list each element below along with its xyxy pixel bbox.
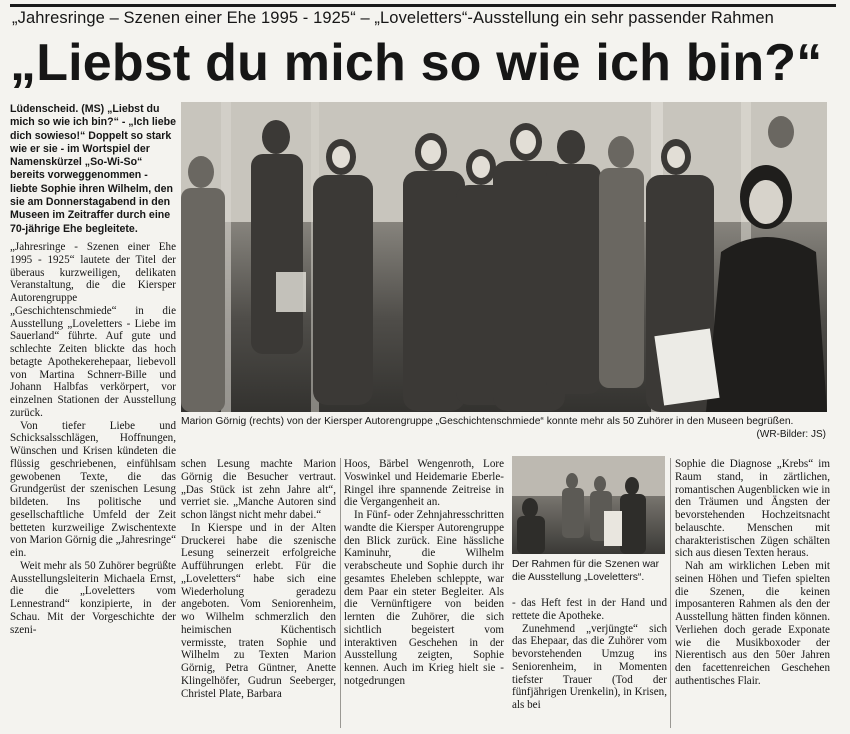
column-1 xyxy=(10,241,176,636)
photo-illustration xyxy=(181,102,827,412)
main-photo xyxy=(181,102,827,412)
photo2-caption: Der Rahmen für die Szenen war die Ausstellung „Loveletters“. xyxy=(512,559,660,583)
paragraph: Sophie die Diagnose „Krebs“ im Raum stand, in zärtlichen, romantischen Augenblicken wie in den Träumen und Ängsten der bevorstehenden Hochzeitsnacht belauschte. Menschen mit charakteristischen Zügen schälten sich aus diesen Texten heraus. xyxy=(675,458,830,560)
column-5 xyxy=(675,458,830,688)
paragraph: Hoos, Bärbel Wengenroth, Lore Voswinkel und Heidemarie Eberle-Ringel ihre spannende Zeitreise in die Vergangenheit an. xyxy=(344,458,504,509)
article-kicker: „Jahresringe – Szenen einer Ehe 1995 - 1925“ – „Loveletters“-Ausstellung ein sehr passender Rahmen xyxy=(12,9,774,27)
paragraph: Nah am wirklichen Leben mit seinen Höhen und Tiefen spielten die Szenen, die keinen imposanteren Rahmen als den der Ausstellung hätten finden können. Verliehen doch gerade Exponate wie die Musikboxoder der Nierentisch aus den 50er Jahren den facettenreichen Geschehen authentisches Flair. xyxy=(675,560,830,687)
paragraph: Zunehmend „verjüngte“ sich das Ehepaar, das die Zuhörer vom bevorstehenden Umzug ins Seniorenheim, in Momenten tiefster Trauer (Tod der fünfjährigen Urenkelin), in Krisen, als bei xyxy=(512,622,667,711)
secondary-photo xyxy=(512,456,665,554)
paragraph: - das Heft fest in der Hand und rettete die Apotheke. xyxy=(512,597,667,622)
photo-credit: (WR-Bilder: JS) xyxy=(756,429,826,440)
paragraph: schen Lesung machte Marion Görnig die Besucher vertraut. „Das Stück ist zehn Jahre alt“, verriet sie. „Manche Autoren sind schon längst nicht mehr dabei.“ xyxy=(181,458,336,521)
paragraph: In Kierspe und in der Alten Druckerei habe die szenische Lesung seinerzeit erfolgreiche Aufführungen erlebt. Für die „Loveletters“ habe sich eine Wiederholung geradezu angeboten. Vom Seniorenheim, wo Wilhelm schmerzlich den heimischen Küchentisch vermisste, traten Sophie und Wilhelm zu Texten Marion Görnig, Petra Güntner, Anette Klingelhöfer, Gudrun Seeberger, Christel Plate, Barbara xyxy=(181,521,336,700)
column-3 xyxy=(344,458,504,688)
photo-caption: Marion Görnig (rechts) von der Kiersper Autorengruppe „Geschichtenschmiede“ konnte mehr als 50 Zuhörer in den Museen begrüßen. xyxy=(181,416,794,427)
paragraph: In Fünf- oder Zehnjahresschritten wandte die Kiersper Autorengruppe den Blick zurück. Eine hässliche Kaminuhr, die Wilhelm verabscheute und Sophie durch ihr gesamtes Eheleben schleppte, war dem Paar ein steter Begleiter. Als die Vernünftigere von beiden lernten die Zuhörer, die sich sichtlich begeistert vom interaktiven Geschehen in der Ausstellung zeigten, Sophie kennen. Auch im Krieg hielt sie - notgedrungen xyxy=(344,509,504,687)
article-headline: „Liebst du mich so wie ich bin?“ xyxy=(10,34,823,92)
paragraph: „Jahresringe - Szenen einer Ehe 1995 - 1925“ lautete der Titel der überaus kurzweiligen, delikaten Veranstaltung, die die Kiersper Autorengruppe „Geschichtenschmiede“ in die Ausstellung „Loveletters - Liebe im Sauerland“ führte. Auf gute und schlechte Zeiten blickte das hoch betagte Apothekerehepaar, liebevoll von Martina Schnerr-Bille und Johann Halbfas verkörpert, vor einzelnen Stationen der Ausstellung zurück. xyxy=(10,241,176,419)
column-2 xyxy=(181,458,336,700)
paragraph: Weit mehr als 50 Zuhörer begrüßte Ausstellungsleiterin Michaela Ernst, die die „Loveletters vom Lennestrand“ konzipierte, in der Schau. Mit der Vorgeschichte der szeni- xyxy=(10,559,176,636)
paragraph: Von tiefer Liebe und Schicksalsschlägen, Hoffnungen, Wünschen und Krisen kündeten die flüssig geschriebenen, einfühlsam gewobenen Texte, die das Grundgerüst der szenischen Lesung bildeten. Ins politische und gesellschaftliche Umfeld der Zeit betteten kurzweilige Zwischentexte von Marion Görnig die „Jahresringe“ ein. xyxy=(10,419,176,559)
photo2-illustration xyxy=(512,456,665,554)
article-lead: Lüdenscheid. (MS) „Liebst du mich so wie ich bin?“ - „Ich liebe dich sowieso!“ Doppelt so stark wie er sie - im Wortspiel der Namenskürzel „So-Wi-So“ bereits vorweggenommen - liebte Sophie ihren Wilhelm, den sie am Donnerstagabend in den Museen im Zeitraffer durch eine 70-jährige Ehe begleitete. xyxy=(10,103,176,235)
column-divider xyxy=(670,458,671,728)
column-divider xyxy=(340,458,341,728)
top-rule xyxy=(10,4,836,7)
column-4 xyxy=(512,597,667,712)
